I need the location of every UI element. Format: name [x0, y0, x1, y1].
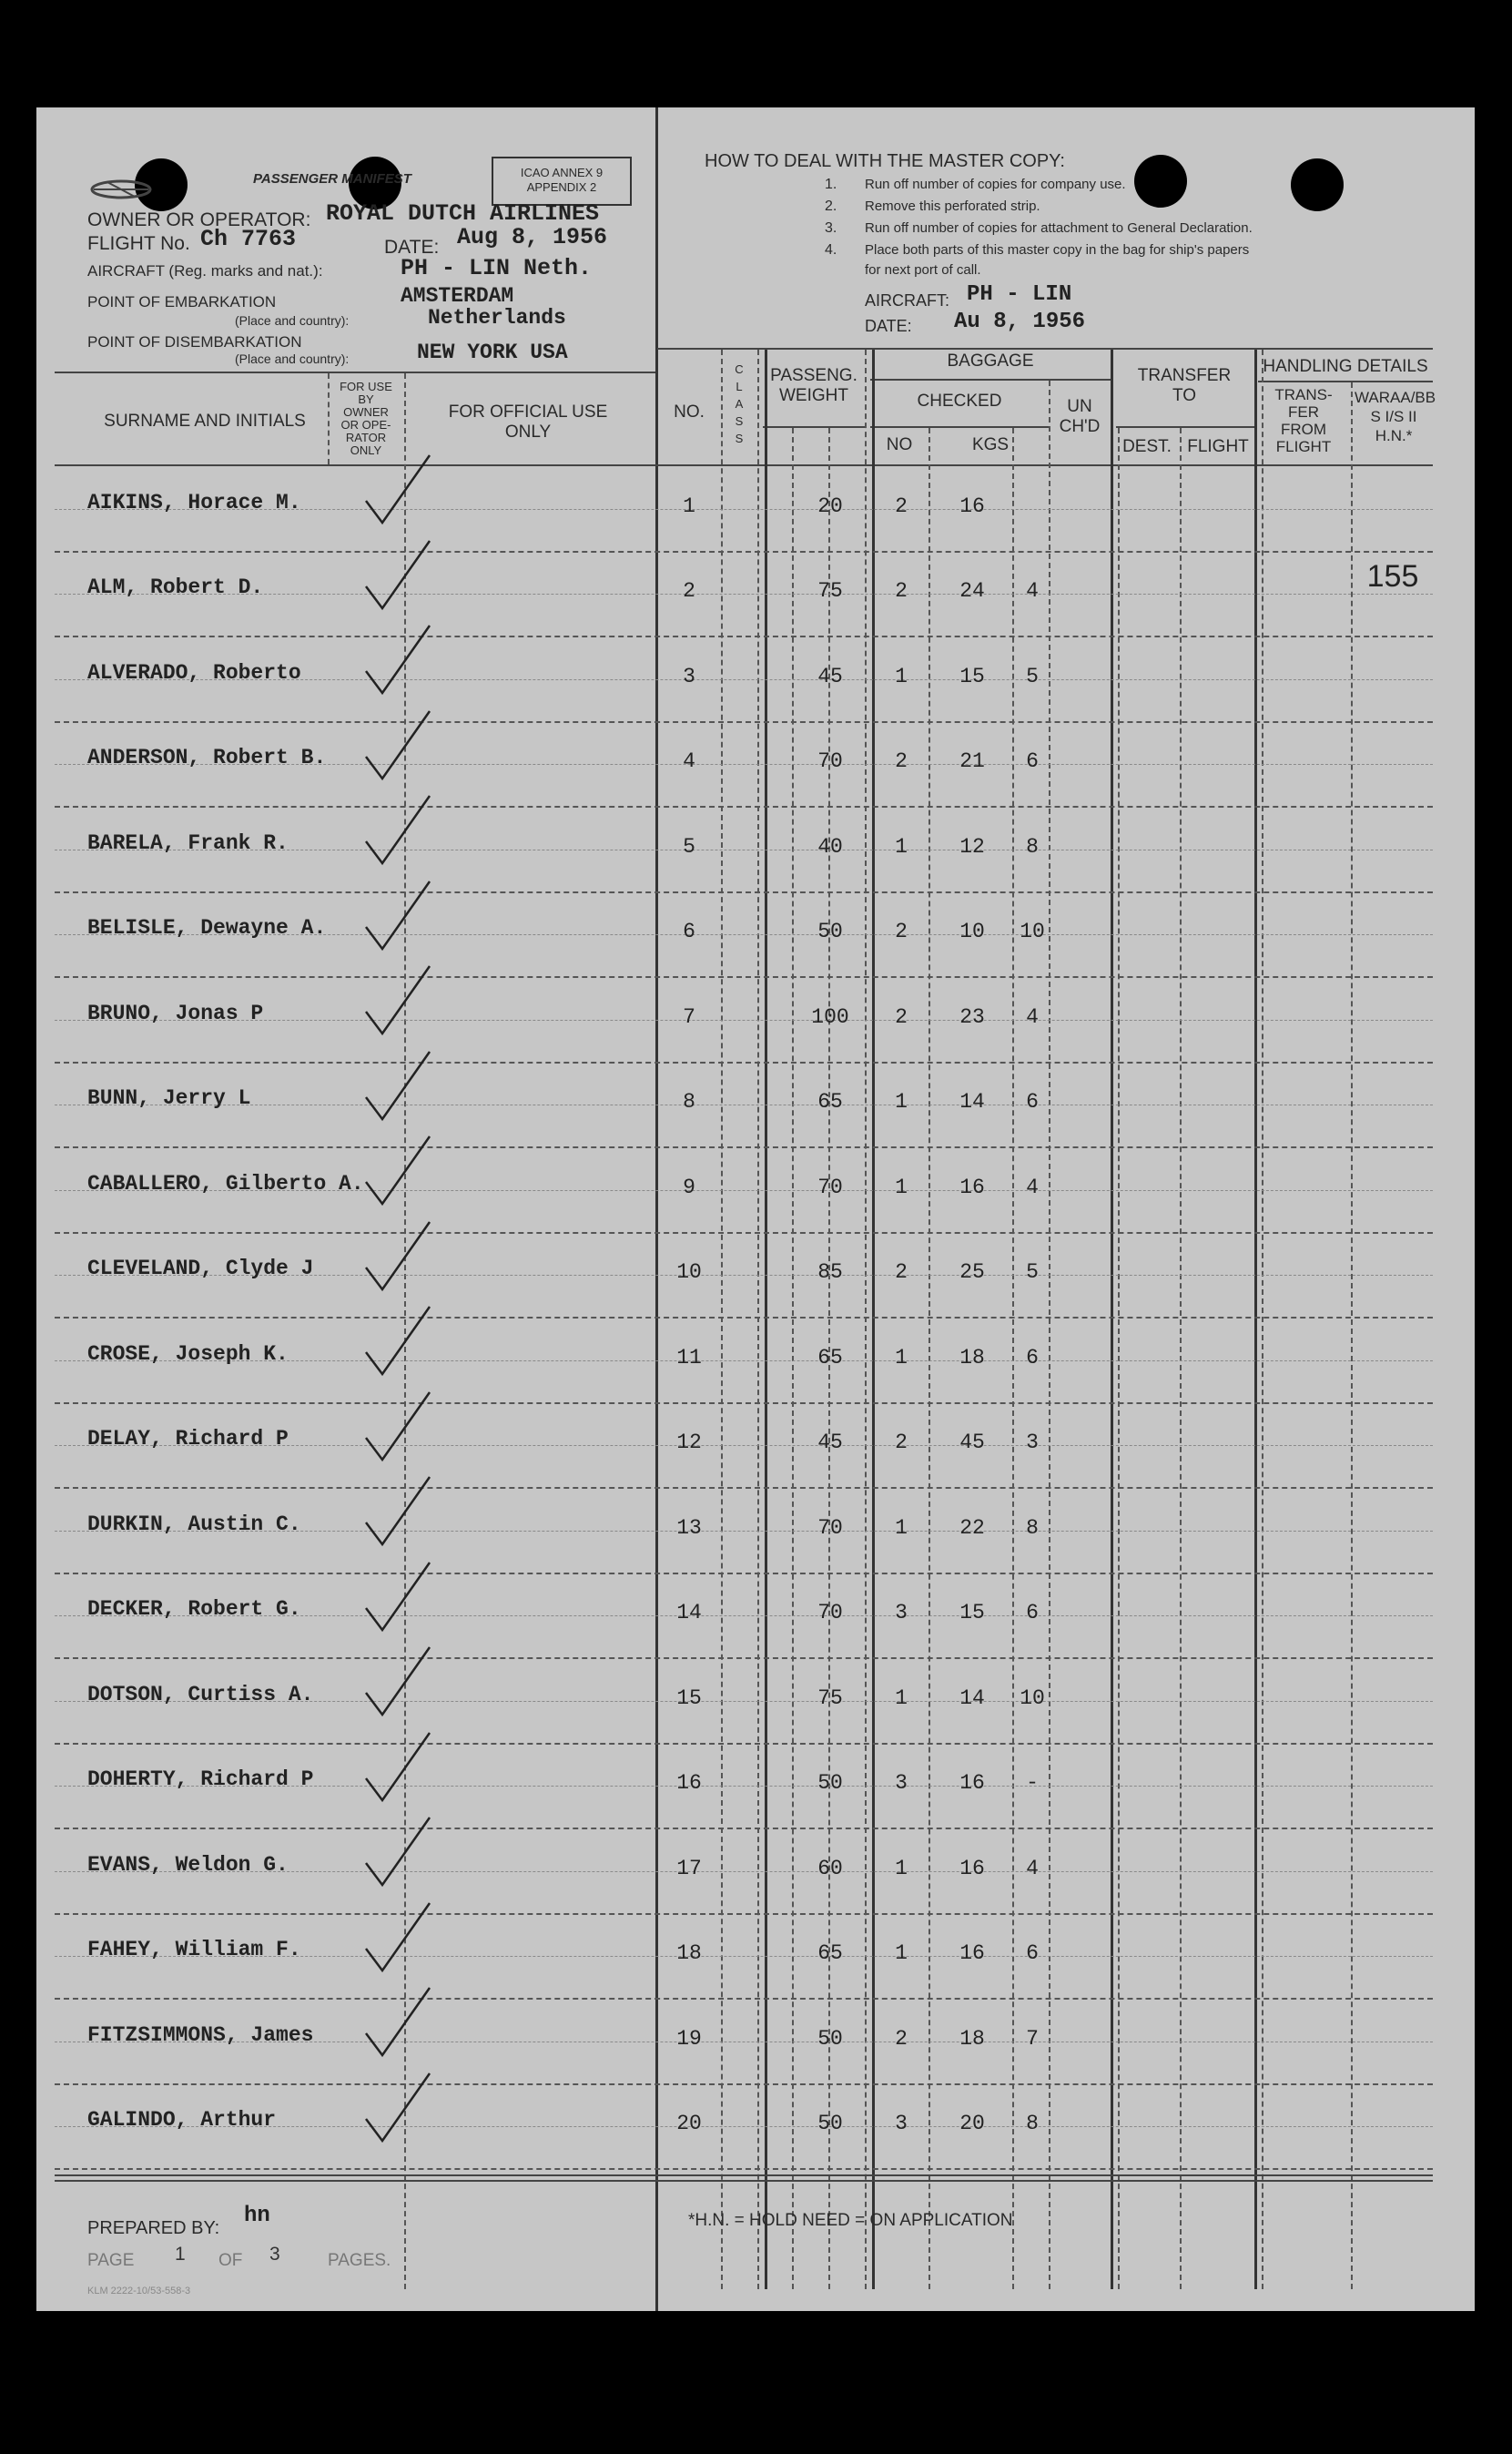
owner-label: OWNER OR OPERATOR:: [87, 209, 311, 230]
page-label: PAGE: [87, 2251, 135, 2270]
disembarkation-value: NEW YORK USA: [417, 341, 568, 364]
cell-bag-no: 2: [895, 749, 908, 774]
cell-kgs: 16: [959, 1856, 985, 1880]
form-title: PASSENGER MANIFEST: [253, 171, 411, 187]
instruction-num: 1.: [825, 177, 837, 192]
cell-bag-no: 2: [895, 1260, 908, 1285]
col-handling: HANDLING DETAILS: [1263, 357, 1428, 376]
icao-annex: ICAO ANNEX 9: [520, 166, 604, 179]
checkmark-icon: [357, 1215, 439, 1297]
cell-unchd: 6: [1026, 1601, 1039, 1625]
cell-bag-no: 3: [895, 1771, 908, 1796]
row-divider: [55, 1573, 1433, 1574]
passenger-name: DOHERTY, Richard P: [87, 1767, 314, 1792]
pages-label: PAGES.: [328, 2251, 391, 2270]
row-divider: [55, 1657, 1433, 1659]
table-bottom-line-2: [55, 2180, 1433, 2182]
of-label: OF: [218, 2251, 243, 2270]
owner-use-line: ONLY: [350, 443, 382, 457]
passenger-name: GALINDO, Arthur: [87, 2108, 277, 2133]
cell-kgs: 18: [959, 2026, 985, 2051]
cell-kgs: 22: [959, 1515, 985, 1540]
cell-weight: 45: [817, 664, 843, 688]
checkmark-icon: [357, 1555, 439, 1637]
cell-weight: 65: [817, 1090, 843, 1115]
cell-no: 2: [683, 579, 695, 604]
cell-bag-no: 2: [895, 1004, 908, 1029]
row-divider: [55, 551, 1433, 553]
checkmark-icon: [357, 1385, 439, 1467]
prepared-label: PREPARED BY:: [87, 2218, 220, 2238]
instr-date-label: DATE:: [865, 317, 912, 335]
cell-no: 19: [676, 2026, 702, 2051]
row-divider: [55, 1317, 1433, 1319]
cell-no: 15: [676, 1685, 702, 1710]
owner-use-line: OWNER: [343, 405, 389, 419]
table-top-line-left: [55, 372, 655, 373]
cell-unchd: 5: [1026, 1260, 1039, 1285]
unchd-line: CH'D: [1059, 417, 1101, 436]
passenger-name: FAHEY, William F.: [87, 1938, 301, 1962]
passenger-name: DELAY, Richard P: [87, 1427, 289, 1451]
cell-bag-no: 1: [895, 834, 908, 859]
owner-use-line: BY: [358, 392, 374, 406]
cell-weight: 70: [817, 749, 843, 774]
cell-kgs: 20: [959, 2112, 985, 2136]
hn-note: *H.N. = HOLD NEED = ON APPLICATION: [688, 2211, 1013, 2230]
class-letter: A: [735, 397, 744, 411]
col-transfer: [1116, 366, 1253, 406]
header-bottom-line: [55, 464, 1433, 466]
cell-kgs: 16: [959, 1941, 985, 1966]
manifest-sheet: [36, 107, 1475, 2311]
form-code: KLM 2222-10/53-558-3: [87, 2286, 191, 2296]
passenger-name: BUNN, Jerry L: [87, 1086, 251, 1111]
cell-weight: 70: [817, 1515, 843, 1540]
cell-kgs: 14: [959, 1685, 985, 1710]
passenger-name: ANDERSON, Robert B.: [87, 746, 327, 770]
passenger-name: AIKINS, Horace M.: [87, 490, 301, 514]
col-baggage: BAGGAGE: [947, 351, 1034, 371]
checkmark-icon: [357, 959, 439, 1041]
owner-value: ROYAL DUTCH AIRLINES: [326, 200, 600, 227]
prepared-value: hn: [244, 2204, 270, 2228]
col-owner-use: [330, 381, 402, 457]
col-passeng-weight: [763, 366, 865, 406]
row-divider: [55, 1998, 1433, 2000]
checkmark-icon: [357, 448, 439, 530]
cell-no: 14: [676, 1601, 702, 1625]
cell-no: 20: [676, 2112, 702, 2136]
col-official: [419, 402, 637, 443]
cell-no: 11: [676, 1345, 702, 1370]
cell-no: 8: [683, 1090, 695, 1115]
cell-no: 13: [676, 1515, 702, 1540]
row-divider: [55, 1146, 1433, 1148]
col-line: [1180, 428, 1182, 2289]
official-line: FOR OFFICIAL USE: [448, 402, 608, 422]
passenger-name: BELISLE, Dewayne A.: [87, 916, 327, 941]
cell-hn: 155: [1366, 559, 1419, 595]
cell-unchd: 5: [1026, 664, 1039, 688]
place-country-label: (Place and country):: [235, 313, 350, 328]
cell-kgs: 18: [959, 1345, 985, 1370]
class-letter: L: [736, 380, 743, 393]
cell-unchd: 4: [1026, 1004, 1039, 1029]
cell-unchd: 8: [1026, 2112, 1039, 2136]
punch-hole: [1291, 158, 1344, 211]
passenger-name: ALM, Robert D.: [87, 575, 264, 600]
cell-kgs: 21: [959, 749, 985, 774]
cell-kgs: 16: [959, 1175, 985, 1199]
passenger-name: BARELA, Frank R.: [87, 830, 289, 855]
baggage-underline: [870, 379, 1111, 381]
cell-weight: 75: [817, 1685, 843, 1710]
checkmark-icon: [357, 1810, 439, 1892]
cell-weight: 20: [817, 494, 843, 518]
cell-bag-no: 2: [895, 920, 908, 944]
weight-underline: [763, 426, 865, 428]
col-waraa: [1355, 388, 1436, 445]
cell-no: 6: [683, 920, 695, 944]
passenger-name: DECKER, Robert G.: [87, 1597, 301, 1622]
col-bag-no: NO: [886, 435, 913, 454]
cell-weight: 50: [817, 1771, 843, 1796]
row-divider: [55, 1487, 1433, 1489]
place-country-label-2: (Place and country):: [235, 351, 350, 366]
col-line: [1118, 428, 1120, 2289]
passenger-name: CABALLERO, Gilberto A.: [87, 1171, 364, 1196]
checkmark-icon: [357, 618, 439, 700]
cell-unchd: 8: [1026, 1515, 1039, 1540]
cell-no: 7: [683, 1004, 695, 1029]
checkmark-icon: [357, 1044, 439, 1126]
airline-logo-icon: [89, 171, 153, 208]
col-dest: DEST.: [1122, 437, 1172, 456]
row-divider: [55, 1402, 1433, 1404]
cell-weight: 50: [817, 2026, 843, 2051]
checkmark-icon: [357, 1726, 439, 1807]
passenger-name: FITZSIMMONS, James: [87, 2022, 314, 2047]
cell-weight: 70: [817, 1175, 843, 1199]
transfer-from-line: FLIGHT: [1275, 438, 1332, 455]
cell-kgs: 16: [959, 1771, 985, 1796]
embarkation-label: POINT OF EMBARKATION: [87, 293, 277, 311]
cell-bag-no: 1: [895, 1856, 908, 1880]
table-bottom-line: [55, 2174, 1433, 2176]
col-checked: CHECKED: [917, 392, 1002, 411]
date-value: Aug 8, 1956: [457, 224, 608, 250]
embarkation-value: AMSTERDAM: [401, 284, 514, 308]
row-divider: [55, 806, 1433, 808]
instruction-text-cont: for next port of call.: [865, 262, 981, 278]
cell-bag-no: 3: [895, 2112, 908, 2136]
aircraft-label: AIRCRAFT (Reg. marks and nat.):: [87, 262, 323, 280]
cell-weight: 70: [817, 1601, 843, 1625]
cell-bag-no: 1: [895, 1685, 908, 1710]
row-divider: [55, 2168, 1433, 2170]
embarkation-country: Netherlands: [428, 306, 566, 330]
col-no: NO.: [674, 402, 705, 422]
passenger-name: DOTSON, Curtiss A.: [87, 1682, 314, 1706]
cell-weight: 50: [817, 2112, 843, 2136]
passeng-line: PASSENG.: [770, 366, 857, 385]
cell-weight: 50: [817, 920, 843, 944]
checked-underline: [870, 426, 1049, 428]
instructions-title: HOW TO DEAL WITH THE MASTER COPY:: [705, 151, 1065, 171]
owner-use-line: OR OPE-: [340, 418, 391, 432]
passeng-line: WEIGHT: [779, 386, 848, 405]
cell-unchd: 7: [1026, 2026, 1039, 2051]
icao-appendix: APPENDIX 2: [526, 180, 597, 194]
cell-bag-no: 1: [895, 1515, 908, 1540]
cell-no: 18: [676, 1941, 702, 1966]
cell-kgs: 14: [959, 1090, 985, 1115]
col-flight: FLIGHT: [1187, 437, 1249, 456]
passenger-name: BRUNO, Jonas P: [87, 1001, 264, 1025]
cell-weight: 65: [817, 1345, 843, 1370]
checkmark-icon: [357, 2066, 439, 2148]
cell-bag-no: 1: [895, 1941, 908, 1966]
waraa-line: S I/S II: [1370, 408, 1417, 425]
col-class: [721, 361, 757, 447]
col-kgs: KGS: [971, 435, 1010, 454]
instruction-num: 3.: [825, 220, 837, 236]
instruction-num: 2.: [825, 199, 837, 214]
instruction-text: Place both parts of this master copy in the bag for ship's papers: [865, 242, 1250, 258]
cell-unchd: 6: [1026, 749, 1039, 774]
checkmark-icon: [357, 1640, 439, 1722]
cell-weight: 100: [811, 1004, 849, 1029]
waraa-line: WARAA/BB: [1355, 389, 1436, 406]
cell-kgs: 15: [959, 1601, 985, 1625]
row-divider: [55, 1913, 1433, 1915]
cell-bag-no: 1: [895, 664, 908, 688]
cell-kgs: 16: [959, 494, 985, 518]
checkmark-icon: [357, 1896, 439, 1978]
cell-kgs: 25: [959, 1260, 985, 1285]
row-divider: [55, 1232, 1433, 1234]
col-unchd: [1049, 397, 1111, 437]
owner-use-line: RATOR: [345, 431, 387, 444]
cell-kgs: 15: [959, 664, 985, 688]
cell-weight: 40: [817, 834, 843, 859]
cell-bag-no: 2: [895, 579, 908, 604]
icao-box: [492, 157, 632, 206]
class-letter: S: [735, 414, 744, 428]
cell-weight: 75: [817, 579, 843, 604]
cell-kgs: 23: [959, 1004, 985, 1029]
cell-weight: 60: [817, 1856, 843, 1880]
row-divider: [55, 1062, 1433, 1064]
cell-bag-no: 1: [895, 1175, 908, 1199]
table-top-line-right: [657, 348, 1433, 350]
cell-unchd: 6: [1026, 1090, 1039, 1115]
unchd-line: UN: [1067, 397, 1092, 416]
cell-kgs: 24: [959, 579, 985, 604]
aircraft-value: PH - LIN Neth.: [401, 255, 593, 281]
checkmark-icon: [357, 534, 439, 616]
row-divider: [55, 1743, 1433, 1745]
cell-no: 3: [683, 664, 695, 688]
cell-no: 4: [683, 749, 695, 774]
cell-unchd: 8: [1026, 834, 1039, 859]
cell-unchd: 4: [1026, 1175, 1039, 1199]
cell-unchd: 10: [1020, 1685, 1045, 1710]
checkmark-icon: [357, 1299, 439, 1381]
sheet-divider: [655, 107, 658, 2311]
transfer-underline: [1116, 426, 1254, 428]
cell-no: 1: [683, 494, 695, 518]
transfer-from-line: FER: [1288, 403, 1319, 421]
cell-unchd: 4: [1026, 579, 1039, 604]
row-divider: [55, 976, 1433, 978]
col-line: [1351, 382, 1353, 2289]
passenger-name: CLEVELAND, Clyde J: [87, 1257, 314, 1281]
passenger-name: ALVERADO, Roberto: [87, 660, 301, 685]
cell-no: 17: [676, 1856, 702, 1880]
handling-underline: [1258, 381, 1433, 382]
col-line: [929, 428, 930, 2289]
flight-label: FLIGHT No.: [87, 233, 190, 254]
col-line: [328, 373, 330, 464]
cell-no: 16: [676, 1771, 702, 1796]
row-divider: [55, 721, 1433, 723]
row-divider: [55, 1828, 1433, 1829]
cell-unchd: 4: [1026, 1856, 1039, 1880]
class-letter: C: [735, 362, 744, 376]
cell-no: 9: [683, 1175, 695, 1199]
page-number: 1: [175, 2244, 186, 2265]
passenger-name: DURKIN, Austin C.: [87, 1512, 301, 1536]
cell-unchd: 6: [1026, 1345, 1039, 1370]
instr-aircraft-value: PH - LIN: [967, 282, 1072, 307]
cell-unchd: 10: [1020, 920, 1045, 944]
row-divider: [55, 891, 1433, 893]
owner-use-line: FOR USE: [340, 380, 392, 393]
checkmark-icon: [357, 1470, 439, 1552]
instruction-num: 4.: [825, 242, 837, 258]
transfer-line: TRANSFER: [1137, 366, 1232, 385]
punch-hole: [1134, 155, 1187, 208]
cell-bag-no: 1: [895, 1090, 908, 1115]
cell-kgs: 45: [959, 1431, 985, 1455]
class-letter: S: [735, 432, 744, 445]
instruction-text: Run off number of copies for attachment to General Declaration.: [865, 220, 1253, 236]
checkmark-icon: [357, 1129, 439, 1211]
page-total: 3: [269, 2244, 280, 2265]
passenger-name: EVANS, Weldon G.: [87, 1852, 289, 1877]
passenger-name: CROSE, Joseph K.: [87, 1341, 289, 1366]
transfer-from-line: FROM: [1280, 421, 1327, 438]
cell-bag-no: 2: [895, 494, 908, 518]
cell-weight: 45: [817, 1431, 843, 1455]
col-transfer-from: [1258, 386, 1349, 455]
checkmark-icon: [357, 789, 439, 871]
cell-no: 10: [676, 1260, 702, 1285]
cell-bag-no: 2: [895, 1431, 908, 1455]
waraa-line: H.N.*: [1375, 427, 1413, 444]
cell-bag-no: 3: [895, 1601, 908, 1625]
instr-date-value: Au 8, 1956: [954, 310, 1086, 334]
cell-kgs: 12: [959, 834, 985, 859]
cell-no: 5: [683, 834, 695, 859]
instruction-text: Remove this perforated strip.: [865, 199, 1040, 214]
disembarkation-label: POINT OF DISEMBARKATION: [87, 333, 302, 351]
date-label: DATE:: [384, 237, 440, 258]
checkmark-icon: [357, 1981, 439, 2062]
cell-weight: 85: [817, 1260, 843, 1285]
flight-value: Ch 7763: [200, 226, 297, 252]
official-line: ONLY: [504, 423, 552, 442]
col-surname: SURNAME AND INITIALS: [104, 412, 306, 431]
transfer-line: TO: [1172, 386, 1197, 405]
cell-unchd: 6: [1026, 1941, 1039, 1966]
row-divider: [55, 2083, 1433, 2085]
transfer-from-line: TRANS-: [1274, 386, 1333, 403]
checkmark-icon: [357, 704, 439, 786]
cell-unchd: -: [1026, 1771, 1039, 1796]
cell-unchd: 3: [1026, 1431, 1039, 1455]
instruction-text: Run off number of copies for company use.: [865, 177, 1126, 192]
row-divider: [55, 636, 1433, 637]
cell-kgs: 10: [959, 920, 985, 944]
cell-bag-no: 2: [895, 2026, 908, 2051]
instr-aircraft-label: AIRCRAFT:: [865, 291, 950, 310]
checkmark-icon: [357, 874, 439, 956]
cell-bag-no: 1: [895, 1345, 908, 1370]
cell-no: 12: [676, 1431, 702, 1455]
cell-weight: 65: [817, 1941, 843, 1966]
